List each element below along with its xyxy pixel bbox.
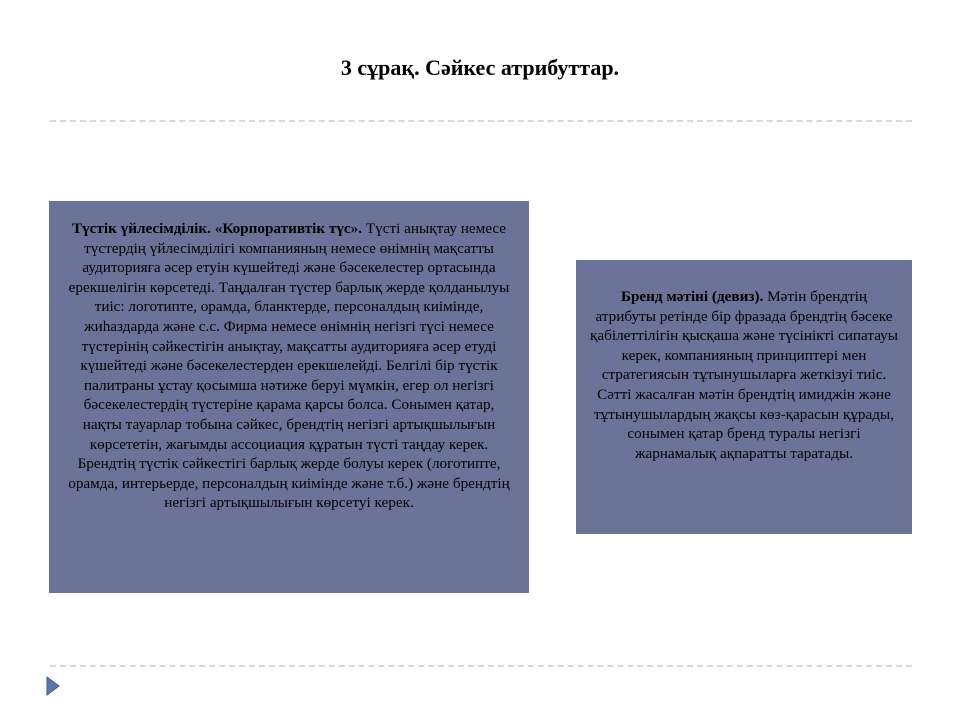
brand-slogan-text [590, 287, 898, 463]
triangle-right-icon[interactable] [46, 676, 60, 696]
slide-title: 3 сұрақ. Сәйкес атрибуттар. [340, 55, 620, 80]
brand-slogan-heading: Бренд мәтіні (девиз). [620, 288, 764, 305]
color-harmony-heading: Түстік үйлесімділік. «Корпоративтік түс». [71, 220, 363, 237]
brand-slogan-body: Мәтін брендтің атрибуты ретінде бір фразада брендтің бәсеке қабілеттілігін қысқаша және түсінікті сипатауы керек, компанияның принциптері мен стратегиясын тұтынушыларға жеткізуі тиіс. Сәтті жасалған мәтін брендтің имиджін және тұтынушылардың жақсы көз-қарасын құрады, сонымен қатар бренд туралы негізгі жарнамалық ақпаратты таратады. [590, 288, 898, 462]
brand-slogan-box [576, 260, 912, 534]
color-harmony-box [49, 201, 529, 593]
color-harmony-body: Түсті анықтау немесе түстердің үйлесімділігі компанияның немесе өнімнің мақсатты аудиторияға әсер етуін күшейтеді және бәсекелестер ортасында ерекшелігін көрсетеді. Таңдалған түстер барлық жерде қолданылуы тиіс: логотипте, орамда, бланктерде, персоналдың киімінде, жиһаздарда және с.с. Фирма немесе өнімнің негізгі түсі немесе түстерінің сәйкестігін анықтау, мақсатты аудиторияға әсер етуді күшейтеді және бәсекелестерден ерекшелейді. Белгілі бір түстік палитраны ұстау қосымша нәтиже беруі мүмкін, егер ол негізгі бәсекелестердің түстеріне қарама қарсы болса. Сонымен қатар, нақты тауарлар тобына сәйкес, брендтің негізгі артықшылығын көрсететін, жағымды ассоциация құратын түсті таңдау керек. Брендтің түстік сәйкестігі барлық жерде болуы керек (логотипте, орамда, интерьерде, персоналдың киімінде және т.б.) және брендтің негізгі артықшылығын көрсетуі керек. [68, 220, 510, 512]
top-divider [50, 120, 912, 122]
bottom-divider [50, 665, 912, 667]
color-harmony-text [63, 219, 515, 513]
